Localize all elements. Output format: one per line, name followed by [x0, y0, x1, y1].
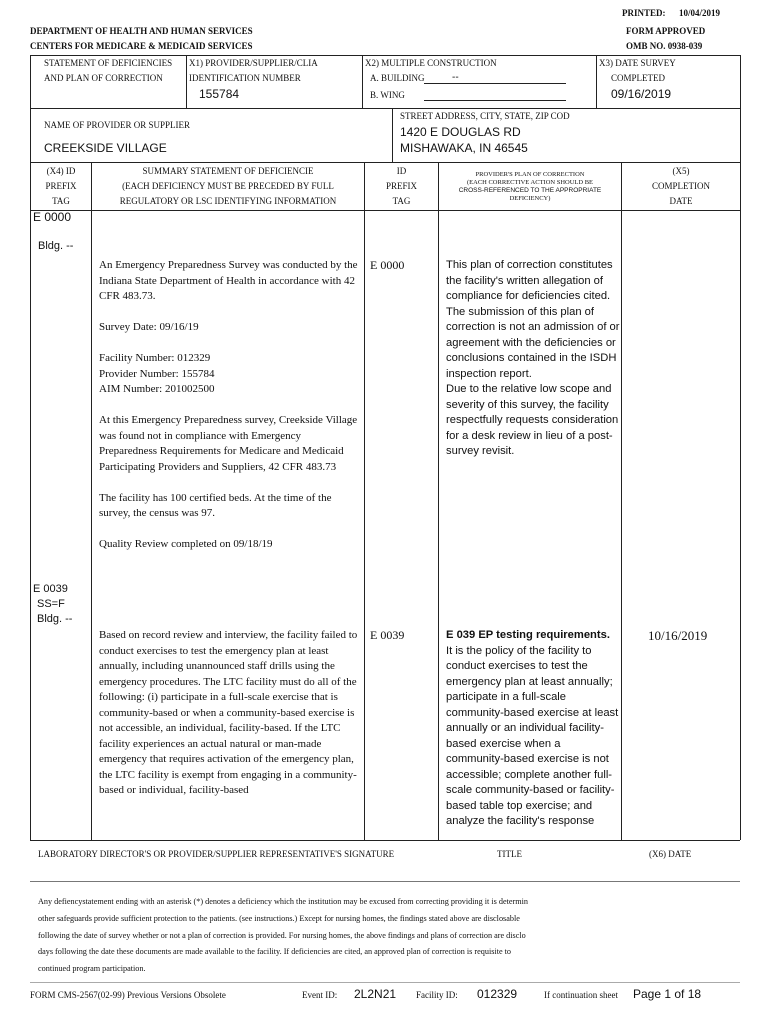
centers-title: CENTERS FOR MEDICARE & MEDICAID SERVICES [30, 41, 253, 51]
page-number: Page 1 of 18 [633, 987, 702, 1001]
signature-label: LABORATORY DIRECTOR'S OR PROVIDER/SUPPLIER REPRESENTATIVE'S SIGNATURE [38, 849, 395, 859]
provider-id-value: 155784 [199, 87, 240, 101]
x4-header-2: PREFIX [45, 181, 77, 191]
omb-number: OMB NO. 0938-039 [626, 41, 703, 51]
bldg-e0000: Bldg. -- [38, 240, 74, 252]
bldg-e0039: Bldg. -- [37, 613, 73, 625]
x5-header-3: DATE [669, 196, 693, 206]
plan-e0039 [446, 628, 620, 830]
summary-e0000-p1: An Emergency Preparedness Survey was conducted by the Indiana State Department of Health in accordance with 42 CFR 483.73. [99, 259, 358, 302]
address-line-2: MISHAWAKA, IN 46545 [400, 141, 528, 155]
event-id-value: 2L2N21 [354, 987, 397, 1001]
plan-header-3: CROSS-REFERENCED TO THE APPROPRIATE [458, 187, 602, 194]
disclaimer-line-1: Any defiencystatement ending with an asterisk (*) denotes a deficiency which the institution may be excused from correcting providing it is determin [38, 897, 528, 906]
plan-e0000: This plan of correction constitutes the facility's written allegation of compliance for deficiencies cited. The submission of this plan of correction is not an admission of or agreement with the deficiencies or conclusions contained in the ISDH inspection report. Due to the relative low scope and severity of this survey, the facility respectfully requests consideration for a desk review in lieu of a post-survey revisit. [446, 259, 620, 457]
provider-name-value: CREEKSIDE VILLAGE [44, 141, 167, 155]
plan-header-4: DEFICIENCY) [509, 195, 551, 202]
x6-date-label: (X6) DATE [649, 849, 692, 859]
form-number: FORM CMS-2567(02-99) Previous Versions Obsolete [30, 990, 226, 1000]
summary-e0000-p6: Quality Review completed on 09/18/19 [99, 538, 273, 550]
x2-label: X2) MULTIPLE CONSTRUCTION [365, 58, 497, 68]
disclaimer-line-2: other safeguards provide sufficient protection to the patients. (see instructions.) Except for nursing homes, the findings stated above are disclosable [38, 913, 520, 923]
tag-block-e0039 [33, 582, 72, 627]
building-value: -- [452, 72, 459, 83]
tag-e0039: E 0039 [33, 583, 68, 595]
footer-divider [30, 982, 740, 983]
wing-label: B. WING [370, 90, 405, 100]
id-header-3: TAG [392, 196, 411, 206]
scope-severity: SS=F [37, 598, 65, 610]
event-id-label: Event ID: [302, 990, 338, 1000]
disclaimer-line-5: continued program participation. [38, 964, 146, 974]
x5-header-2: COMPLETION [652, 181, 710, 191]
id-header-1: ID [396, 166, 407, 176]
department-title: DEPARTMENT OF HEALTH AND HUMAN SERVICES [30, 26, 253, 36]
tag-e0000: E 0000 [33, 210, 72, 224]
disclaimer [38, 894, 738, 978]
summary-header-2: (EACH DEFICIENCY MUST BE PRECEDED BY FULL [122, 181, 334, 191]
summary-e0000 [99, 258, 361, 553]
summary-header-3: REGULATORY OR LSC IDENTIFYING INFORMATION [119, 196, 337, 206]
summary-e0000-p3: Facility Number: 012329 Provider Number: 155784 AIM Number: 201002500 [99, 352, 215, 395]
x1-label-1: X1) PROVIDER/SUPPLIER/CLIA [189, 58, 318, 68]
x4-header-3: TAG [52, 196, 70, 206]
title-label: TITLE [497, 849, 522, 859]
building-label: A. BUILDING [370, 73, 425, 83]
form-approved: FORM APPROVED [626, 26, 706, 36]
statement-label-1: STATEMENT OF DEFICIENCIES [44, 58, 173, 68]
provider-name-label: NAME OF PROVIDER OR SUPPLIER [44, 120, 191, 130]
signature-divider [30, 881, 740, 882]
address-label: STREET ADDRESS, CITY, STATE, ZIP COD [400, 111, 570, 121]
plan-header-1: PROVIDER'S PLAN OF CORRECTION [475, 171, 585, 178]
x3-label-2: COMPLETED [611, 73, 665, 83]
summary-e0000-p4: At this Emergency Preparedness survey, Creekside Village was found not in compliance with Emergency Preparedness Requirements for Medicare and Medicaid Participating Providers and Suppliers, 42 CFR 483.73 [99, 414, 358, 473]
printed-date: 10/04/2019 [679, 8, 721, 18]
x3-label-1: X3) DATE SURVEY [599, 58, 676, 68]
plan-header-2: (EACH CORRECTIVE ACTION SHOULD BE [466, 179, 594, 186]
id-tag-e0039: E 0039 [370, 628, 405, 642]
id-tag-e0000: E 0000 [370, 258, 405, 272]
plan-header [439, 171, 621, 203]
statement-label-2: AND PLAN OF CORRECTION [44, 73, 163, 83]
plan-e0039-body: It is the policy of the facility to conduct exercises to test the emergency plan at least annually; participate in a full-scale community-based exercise at least annually or an individual facility-based exercise when a community-based exercise is not accessible; complete another full-scale community-based or facility-based table top exercise; and analyze the facility's response [446, 644, 619, 827]
printed-label: PRINTED: [622, 8, 666, 18]
disclaimer-line-4: days following the date these documents are made available to the facility. If deficiencies are cited, an approved plan of correction is requisite to [38, 947, 512, 957]
summary-e0000-p2: Survey Date: 09/16/19 [99, 321, 199, 333]
continuation-label: If continuation sheet [544, 990, 618, 1000]
id-header-2: PREFIX [385, 181, 417, 191]
x5-header-1: (X5) [672, 166, 690, 176]
completion-date-e0039: 10/16/2019 [648, 628, 708, 643]
summary-header-1: SUMMARY STATEMENT OF DEFICIENCIE [142, 166, 314, 176]
x4-header-1: (X4) ID [46, 166, 76, 176]
disclaimer-line-3: following the date of survey whether or not a plan of correction is provided. For nursing homes, the above findings and plans of correction are disclo [38, 930, 526, 940]
x1-label-2: IDENTIFICATION NUMBER [189, 73, 301, 83]
facility-id-value: 012329 [477, 987, 518, 1001]
summary-e0000-p5: The facility has 100 certified beds. At the time of the survey, the census was 97. [99, 491, 332, 519]
address-line-1: 1420 E DOUGLAS RD [400, 125, 521, 139]
summary-e0039: Based on record review and interview, the facility failed to conduct exercises to test the emergency plan at least annually, including unannounced staff drills using the emergency procedures. The LTC facility must do all of the following: (i) participate in a full-scale exercise that is community-based or when a community-based exercise is not accessible, an individual, facility-based. If the LTC facility experiences an actual natural or man-made emergency that requires activation of the emergency plan, the LTC facility is exempt from engaging in a community-based or individual, facility-based [99, 629, 358, 796]
survey-completed-date: 09/16/2019 [611, 87, 672, 101]
facility-id-label: Facility ID: [416, 990, 458, 1000]
plan-e0039-title: E 039 EP testing requirements. [446, 629, 610, 641]
